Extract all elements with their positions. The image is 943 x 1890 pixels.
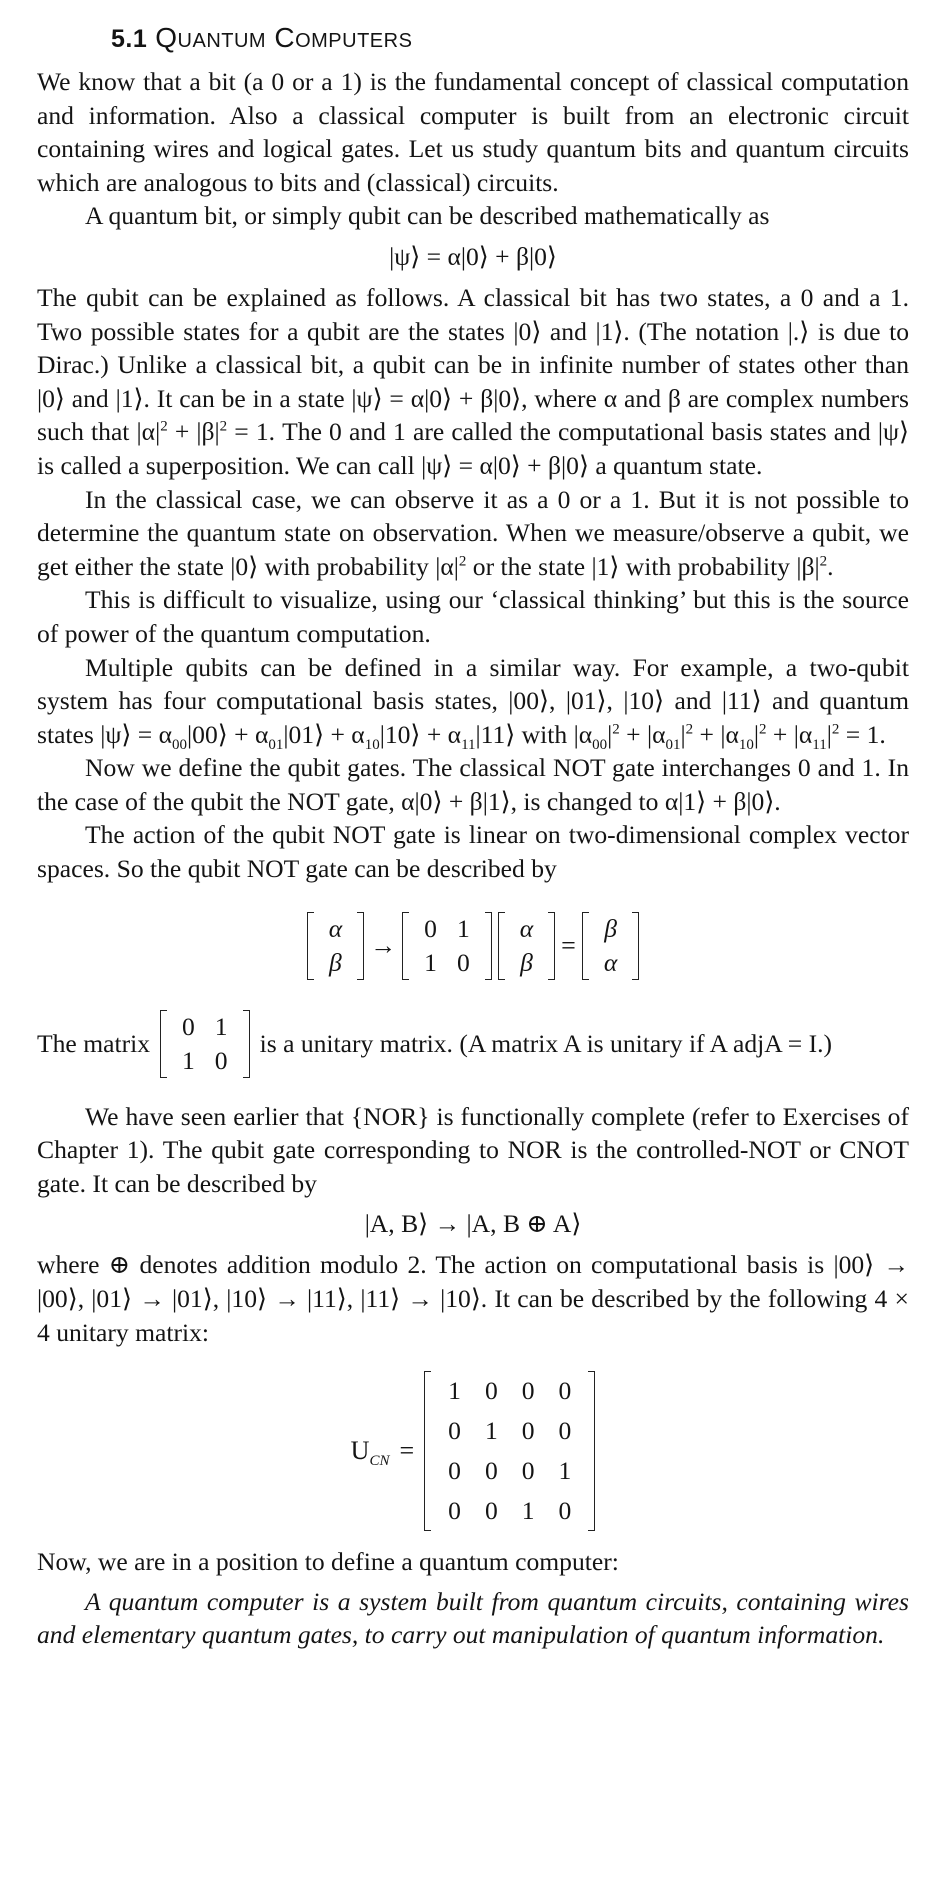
not-gate-equation — [37, 912, 909, 980]
paragraph-visualize: This is difficult to visualize, using our ‘classical thinking’ but this is the source of power of the quantum computation. — [37, 585, 909, 648]
paragraph-multiple-qubits: Multiple qubits can be defined in a similar way. For example, a two-qubit system has four computational basis states, |00⟩, |01⟩, |10⟩ and |11⟩ and quantum states |ψ⟩ = $\alpha_{00}|00⟩$ + $\alpha_{01}|01⟩$ + $\alpha_{10}|10⟩$ + $\alpha_{11}|11⟩$ with $|\alpha_{00}|^2 + |\alpha_{01}|^2 + |\alpha_{10}|^2 + |\alpha_{11}|^2 = 1$. — [37, 652, 909, 753]
ucn-label: $U_{CN}$ — [350, 1436, 390, 1470]
section-heading — [111, 18, 909, 59]
paragraph-observation: In the classical case, we can observe it as a 0 or a 1. But it is not possible to determine the quantum state on observation. When we measure/observe a qubit, we get either the state |0⟩ with probability $|\alpha|^2$ or the state |1⟩ with probability $|\beta|^2$. — [37, 484, 909, 581]
paragraph-cnot-action: where ⊕ denotes addition modulo 2. The action on computational basis is |00⟩ → |00⟩, |01⟩ → |01⟩, |10⟩ → |11⟩, |11⟩ → |10⟩. It can be described by the following 4 × 4 unitary matrix: — [37, 1250, 909, 1347]
unitary-matrix: 0 1 1 0 — [160, 1010, 250, 1078]
paragraph-qubit-def: A quantum bit, or simply qubit can be described mathematically as — [85, 201, 770, 231]
vector-beta-alpha: β α — [582, 912, 639, 980]
paragraph-intro: We know that a bit (a 0 or a 1) is the fundamental concept of classical computation and information. Also a classical computer is built from an electronic circuit containing wires and logical gates. Let us study quantum bits and quantum circuits which are analogous to bits and (classical) circuits. — [37, 67, 909, 197]
paragraph-not-gate: The action of the qubit NOT gate is linear on two-dimensional complex vector spaces. So the qubit NOT gate can be described by — [37, 820, 909, 884]
section-title: Quantum Computers — [155, 22, 413, 53]
paragraph-cnot: We have seen earlier that {NOR} is functionally complete (refer to Exercises of Chapter 1). The qubit gate corresponding to NOR is the controlled-NOT or CNOT gate. It can be described by — [37, 1101, 909, 1198]
arrow: → — [370, 930, 397, 960]
unitary-matrix-line: The matrix 0 1 1 0 is a unitary matrix. (A matrix A is unitary if A adjA = I.) — [37, 1010, 909, 1078]
section-number: 5.1 — [111, 25, 148, 53]
paragraph-qubit-explain: The qubit can be explained as follows. A classical bit has two states, a 0 and a 1. Two possible states for a qubit are the states |0⟩ and |1⟩. (The notation |.⟩ is due to Dirac.) Unlike a classical bit, a qubit can be in infinite number of states other than |0⟩ and |1⟩. It can be in a state |ψ⟩ = α|0⟩ + β|0⟩, where α and β are complex numbers such that $|\alpha|^2 + |\beta|^2 = 1$. The 0 and 1 are called the computational basis states and |ψ⟩ is called a superposition. We can call |ψ⟩ = α|0⟩ + β|0⟩ a quantum state. — [37, 282, 909, 480]
vector-alpha-beta-2: α β — [498, 912, 555, 980]
equals: = — [561, 930, 576, 960]
vector-alpha-beta: α β — [307, 912, 364, 980]
paragraph-qubit-gates: Now we define the qubit gates. The classical NOT gate interchanges 0 and 1. In the case of the qubit the NOT gate, α|0⟩ + β|1⟩, is changed to α|1⟩ + β|0⟩. — [37, 753, 909, 816]
paragraph-define-qc: Now, we are in a position to define a quantum computer: — [37, 1547, 619, 1577]
ucn-equation: $U_{CN}$ = 1 0 0 0 0 1 0 0 0 0 0 1 0 0 1 0 — [37, 1371, 909, 1531]
cnot-matrix: 1 0 0 0 0 1 0 0 0 0 0 1 0 0 1 0 — [424, 1371, 595, 1531]
not-matrix: 0 1 1 0 — [402, 912, 492, 980]
definition-quote: A quantum computer is a system built from quantum circuits, containing wires and elementary quantum gates, to carry out manipulation of quantum information. — [37, 1586, 909, 1650]
equation-qubit: |ψ⟩ = α|0⟩ + β|0⟩ — [389, 241, 557, 271]
equation-cnot: |A, B⟩ → |A, B ⊕ A⟩ — [364, 1209, 582, 1239]
page — [37, 18, 909, 1652]
